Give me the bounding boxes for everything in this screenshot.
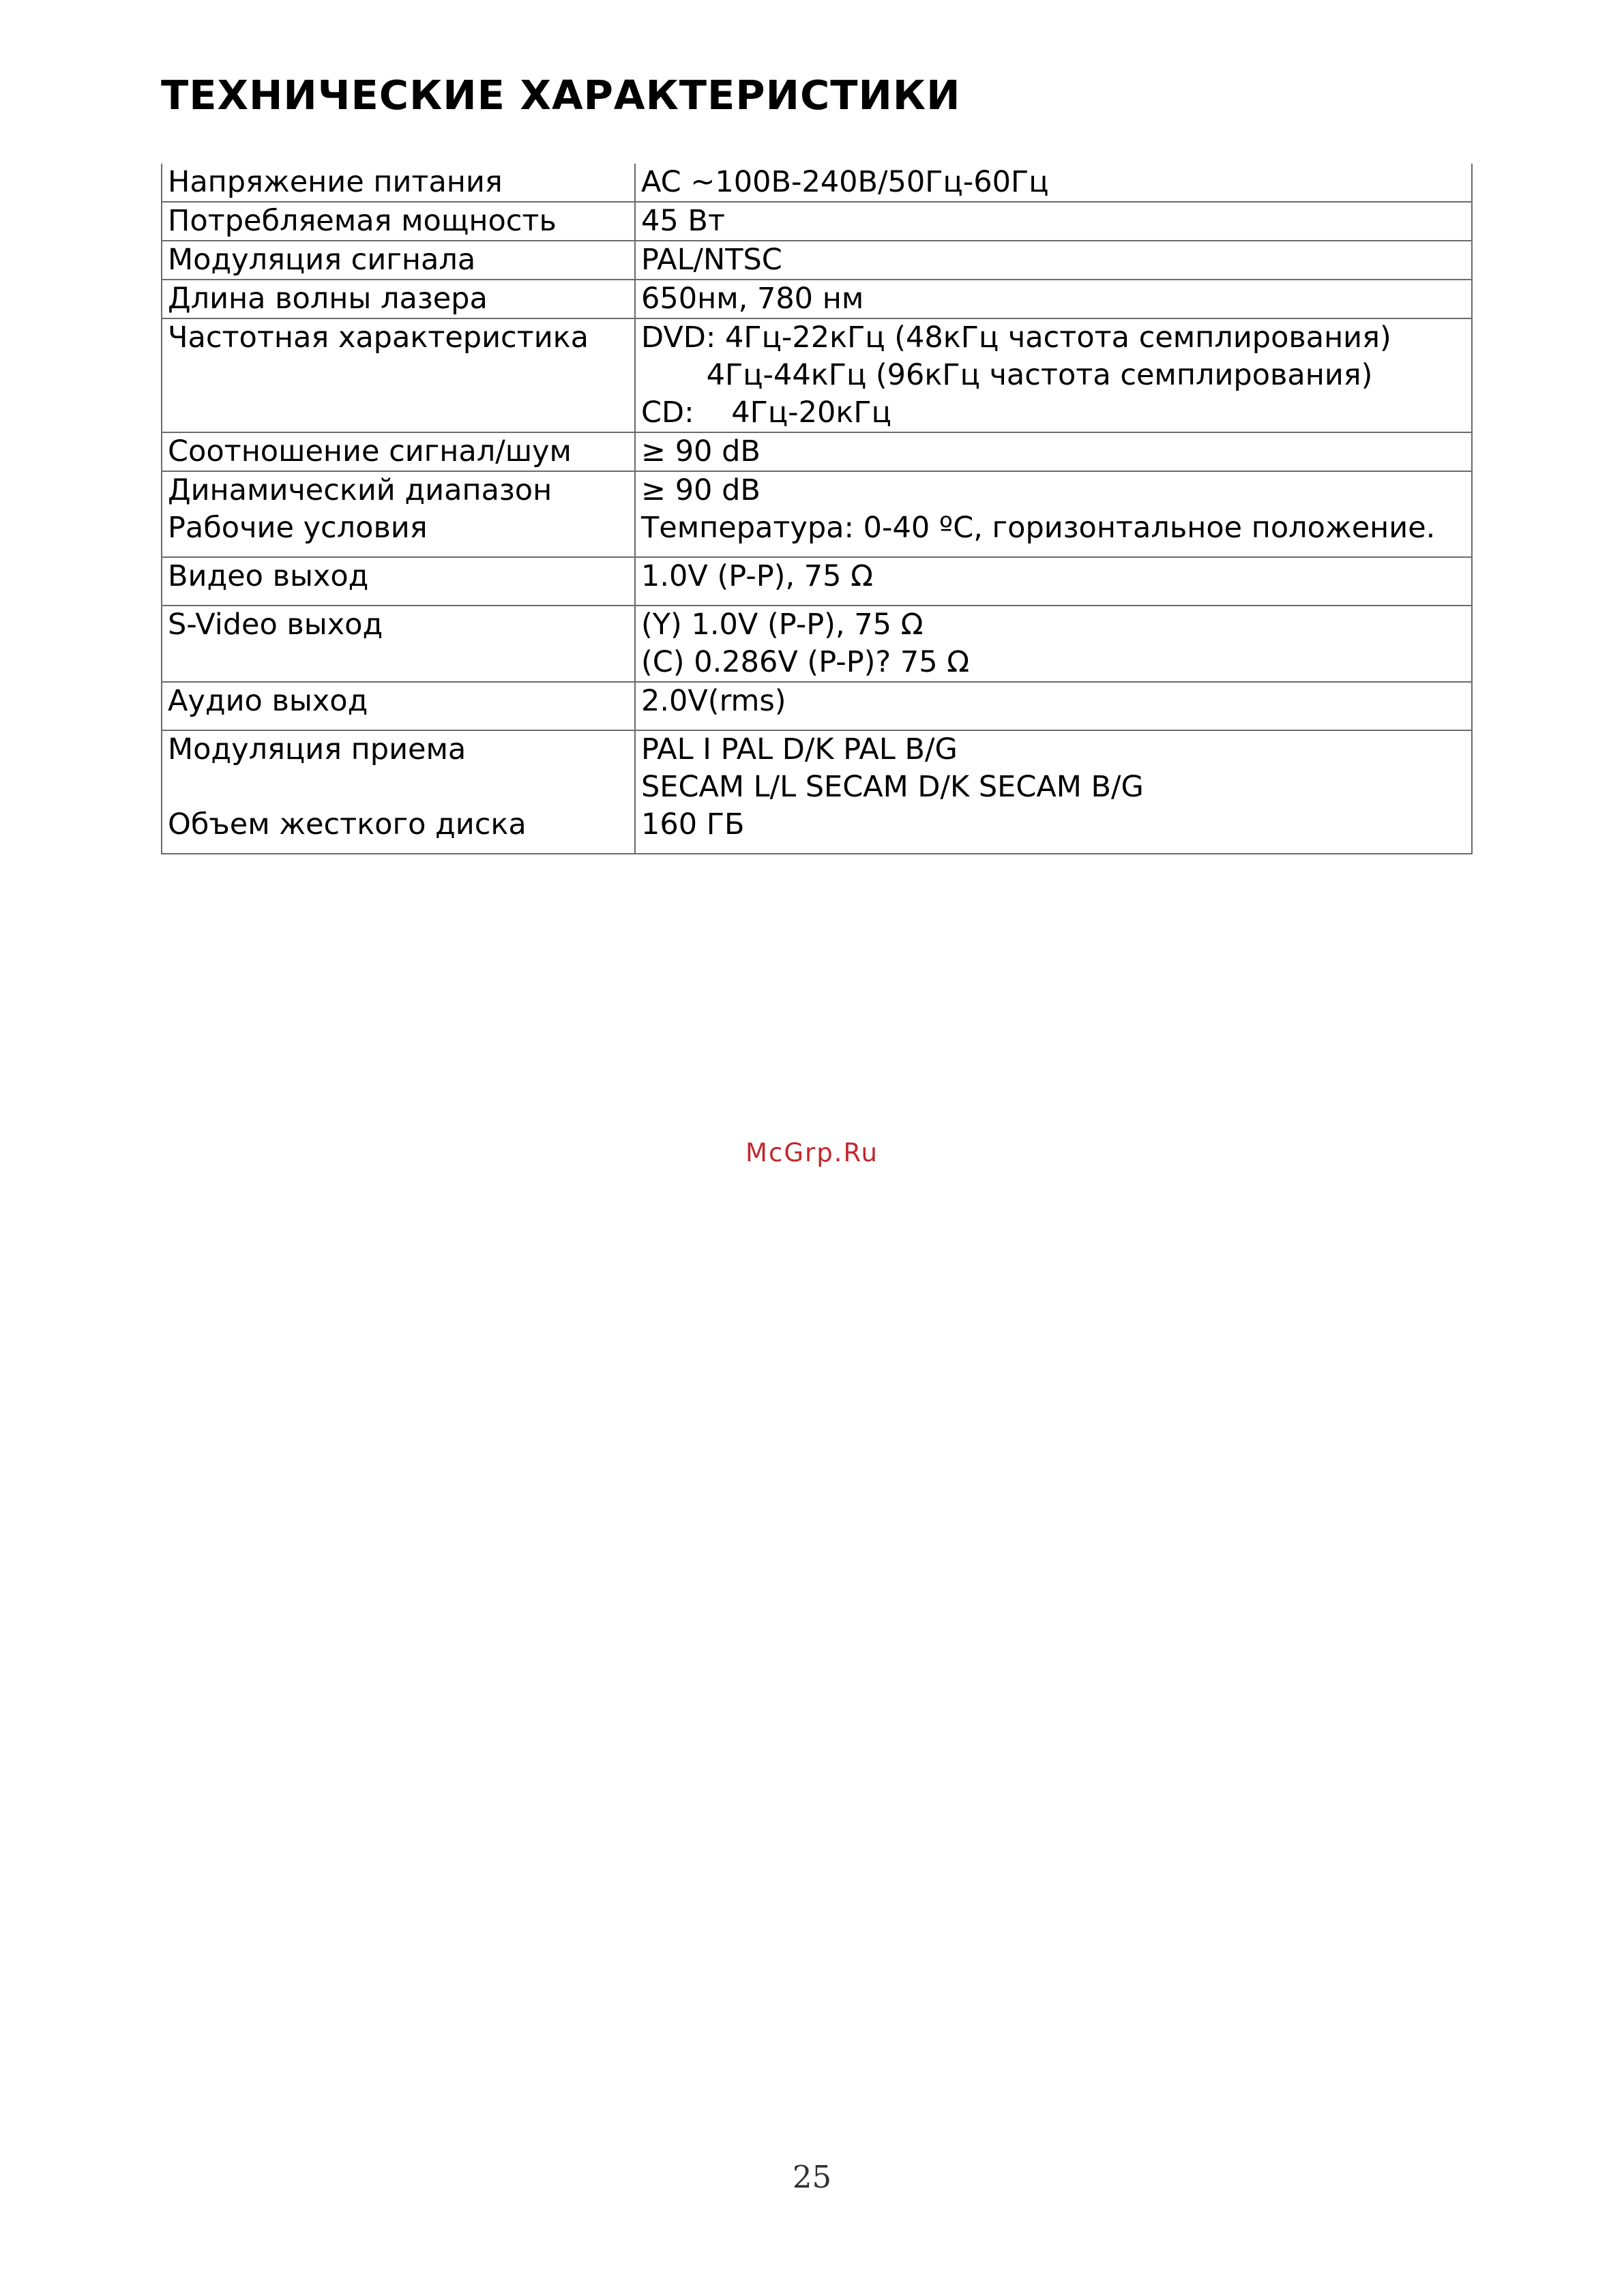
spec-value-line: (C) 0.286V (P-P)? 75 Ω xyxy=(641,645,970,679)
table-row xyxy=(162,730,1472,854)
spec-label: Потребляемая мощность xyxy=(162,202,635,241)
page-title: ТЕХНИЧЕСКИЕ ХАРАКТЕРИСТИКИ xyxy=(161,72,961,119)
spec-value: PAL/NTSC xyxy=(635,241,1472,280)
spec-value-line: DVD: 4Гц-22кГц (48кГц частота семплирования) xyxy=(641,320,1391,355)
table-row xyxy=(162,241,1472,280)
spec-label: Длина волны лазера xyxy=(162,280,635,318)
watermark: McGrp.Ru xyxy=(745,1138,879,1167)
spacer xyxy=(168,769,630,806)
spec-value: 1.0V (P-P), 75 Ω xyxy=(635,557,1472,606)
spec-value-line: SECAM L/L SECAM D/K SECAM B/G xyxy=(641,770,1144,804)
spec-value-line: 4Гц-44кГц (96кГц частота семплирования) xyxy=(641,358,1373,392)
spec-value-multiline xyxy=(635,318,1472,432)
table-row xyxy=(162,318,1472,432)
spec-label: S-Video выход xyxy=(162,606,635,682)
spec-value: 650нм, 780 нм xyxy=(635,280,1472,318)
table-row xyxy=(162,432,1472,471)
table-row xyxy=(162,280,1472,318)
spec-value-multiline xyxy=(635,730,1472,854)
table-row xyxy=(162,606,1472,682)
table-row xyxy=(162,164,1472,202)
spec-label: Модуляция сигнала xyxy=(162,241,635,280)
spec-label: Частотная характеристика xyxy=(162,318,635,432)
specifications-table xyxy=(161,164,1473,854)
spec-value: AC ~100В-240В/50Гц-60Гц xyxy=(635,164,1472,202)
spec-label-multiline xyxy=(162,471,635,557)
spec-label-line: Динамический диапазон xyxy=(168,473,552,507)
spec-label: Видео выход xyxy=(162,557,635,606)
spec-label-line: Объем жесткого диска xyxy=(168,807,527,841)
spec-label-multiline xyxy=(162,730,635,854)
spec-label: Соотношение сигнал/шум xyxy=(162,432,635,471)
spec-value-multiline xyxy=(635,606,1472,682)
spec-label-line: Модуляция приема xyxy=(168,732,467,766)
spec-label: Напряжение питания xyxy=(162,164,635,202)
table-row xyxy=(162,471,1472,557)
spec-value-line: ≥ 90 dB xyxy=(641,473,761,507)
spec-value: 45 Вт xyxy=(635,202,1472,241)
table-row xyxy=(162,202,1472,241)
spec-value-multiline xyxy=(635,471,1472,557)
spec-value: ≥ 90 dB xyxy=(635,432,1472,471)
spec-value-line: 160 ГБ xyxy=(641,807,745,841)
spec-value-line: CD: 4Гц-20кГц xyxy=(641,396,891,430)
table-row xyxy=(162,557,1472,606)
spec-label: Аудио выход xyxy=(162,682,635,730)
table-row xyxy=(162,682,1472,730)
spec-value-line: Температура: 0-40 ºC, горизонтальное положение. xyxy=(641,511,1436,545)
spec-value: 2.0V(rms) xyxy=(635,682,1472,730)
spec-value-line: (Y) 1.0V (P-P), 75 Ω xyxy=(641,608,924,642)
spec-value-line: PAL I PAL D/K PAL B/G xyxy=(641,732,958,766)
page-number: 25 xyxy=(792,2159,832,2195)
spec-label-line: Рабочие условия xyxy=(168,511,428,545)
